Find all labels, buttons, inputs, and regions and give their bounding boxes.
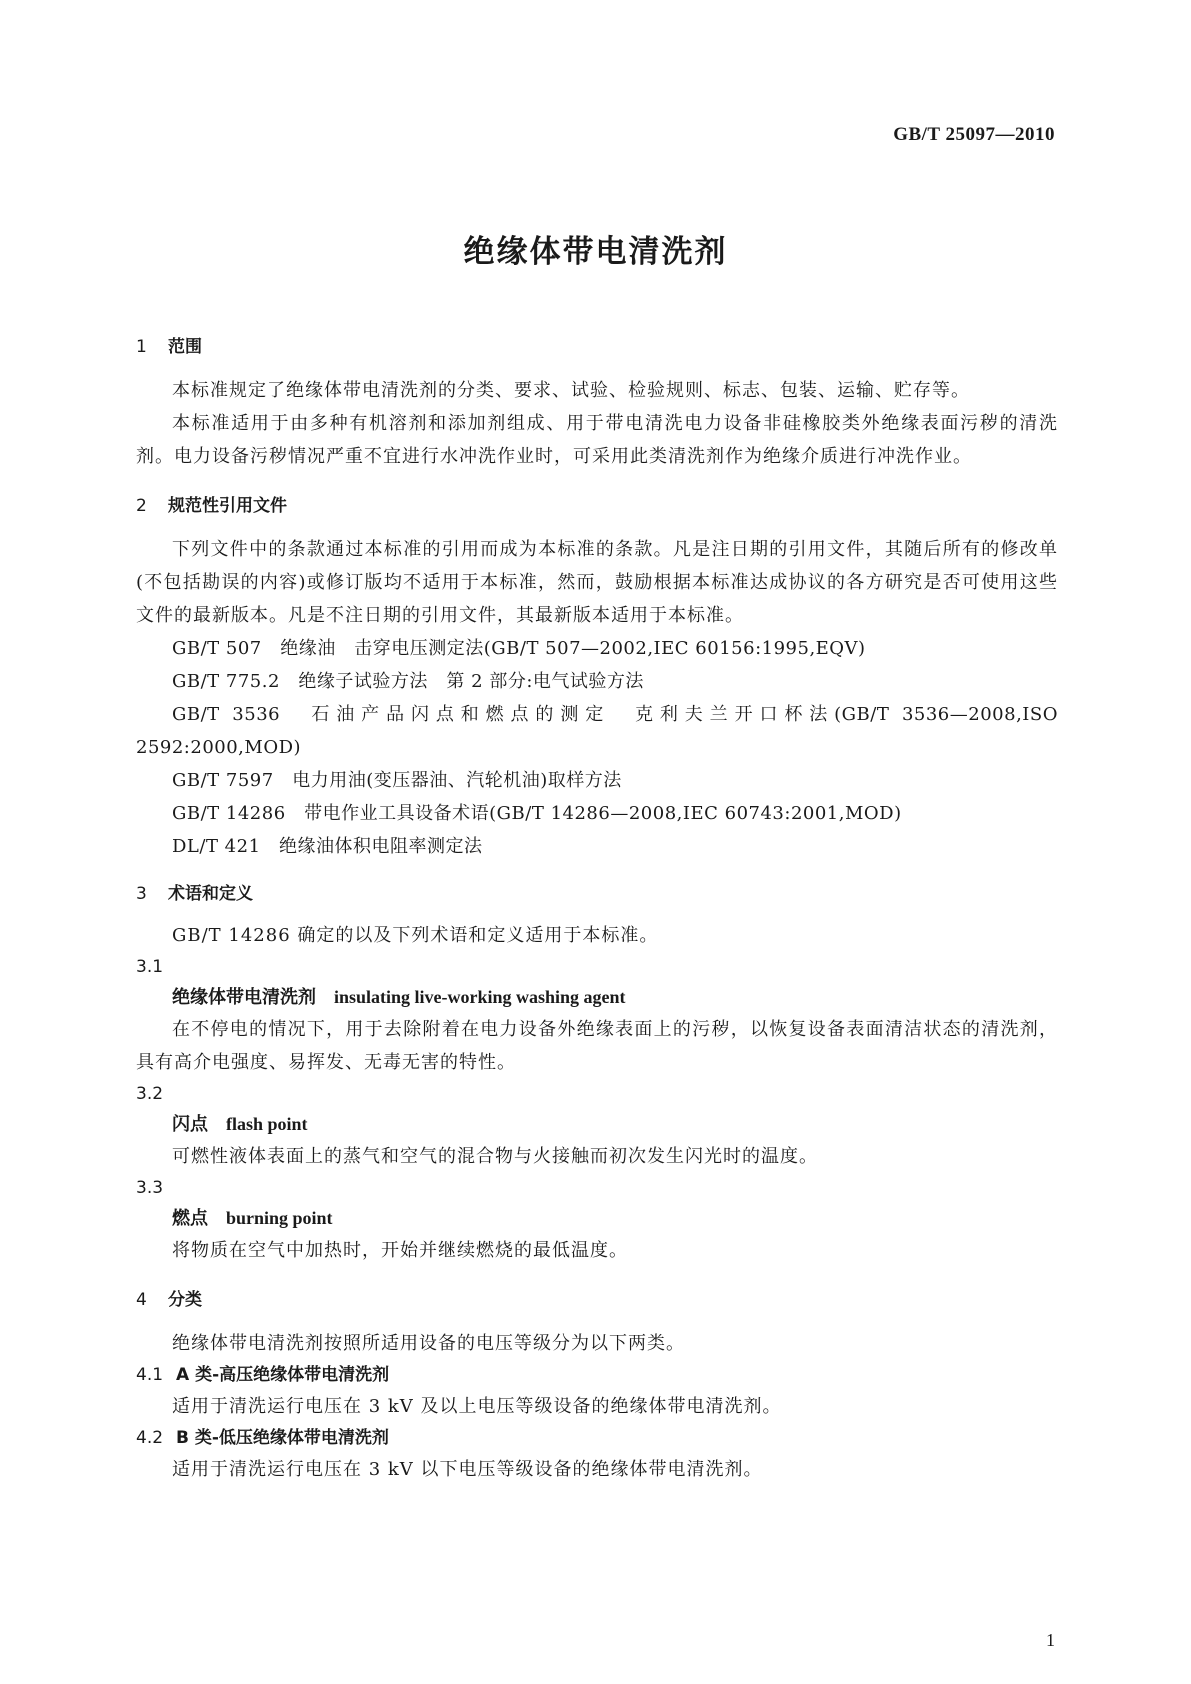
section-title: 范围	[168, 337, 202, 357]
subsection-heading	[136, 1423, 1058, 1453]
subsection-title: A 类-高压绝缘体带电清洗剂	[176, 1365, 390, 1385]
section-title: 分类	[168, 1290, 202, 1310]
term-english: insulating live-working washing agent	[334, 987, 626, 1007]
term-english: burning point	[226, 1208, 333, 1228]
term-english: flash point	[226, 1114, 308, 1134]
term-chinese: 绝缘体带电清洗剂	[172, 987, 316, 1008]
term-definition: 在不停电的情况下，用于去除附着在电力设备外绝缘表面上的污秽，以恢复设备表面清洁状态的清洗剂，具有高介电强度、易挥发、无毒无害的特性。	[136, 1019, 1058, 1073]
term-definition: 可燃性液体表面上的蒸气和空气的混合物与火接触而初次发生闪光时的温度。	[172, 1146, 818, 1167]
references-intro: 下列文件中的条款通过本标准的引用而成为本标准的条款。凡是注日期的引用文件，其随后所有的修改单(不包括勘误的内容)或修订版均不适用于本标准，然而，鼓励根据本标准达成协议的各方研究是否可使用这些文件的最新版本。凡是不注日期的引用文件，其最新版本适用于本标准。	[136, 539, 1058, 626]
section-title: 术语和定义	[168, 884, 253, 904]
term-heading	[136, 1109, 1058, 1140]
term-heading	[136, 982, 1058, 1013]
section-number: 1	[136, 337, 147, 357]
term-number: 3.3	[136, 1178, 164, 1198]
scope-paragraph-2: 本标准适用于由多种有机溶剂和添加剂组成、用于带电清洗电力设备非硅橡胶类外绝缘表面污秽的清洗剂。电力设备污秽情况严重不宜进行水冲洗作业时，可采用此类清洗剂作为绝缘介质进行冲洗作业。	[136, 413, 1058, 467]
terms-intro: GB/T 14286 确定的以及下列术语和定义适用于本标准。	[172, 925, 659, 946]
reference-item: GB/T 775.2 绝缘子试验方法 第 2 部分:电气试验方法	[172, 671, 644, 692]
term-chinese: 燃点	[172, 1208, 208, 1229]
term-number: 3.1	[136, 957, 164, 977]
standard-code: GB/T 25097—2010	[893, 124, 1055, 145]
subsection-text: 适用于清洗运行电压在 3 kV 及以上电压等级设备的绝缘体带电清洗剂。	[172, 1396, 782, 1417]
term-heading	[136, 1203, 1058, 1234]
page-number: 1	[1046, 1630, 1055, 1650]
subsection-number: 4.1	[136, 1365, 164, 1385]
section-1-heading	[136, 334, 1058, 360]
section-number: 3	[136, 884, 147, 904]
reference-item: GB/T 7597 电力用油(变压器油、汽轮机油)取样方法	[172, 770, 622, 791]
subsection-text: 适用于清洗运行电压在 3 kV 以下电压等级设备的绝缘体带电清洗剂。	[172, 1459, 763, 1480]
document-body	[136, 334, 1058, 1486]
section-number: 4	[136, 1290, 147, 1310]
section-3-heading	[136, 881, 1058, 907]
subsection-heading	[136, 1360, 1058, 1390]
section-2-heading	[136, 493, 1058, 519]
document-title: 绝缘体带电清洗剂	[463, 234, 728, 270]
term-number: 3.2	[136, 1084, 164, 1104]
reference-item: GB/T 507 绝缘油 击穿电压测定法(GB/T 507—2002,IEC 60156:1995,EQV)	[172, 638, 866, 659]
reference-item: GB/T 3536 石油产品闪点和燃点的测定 克利夫兰开口杯法(GB/T 3536—2008,ISO 2592:2000,MOD)	[136, 704, 1058, 758]
section-number: 2	[136, 496, 147, 516]
term-chinese: 闪点	[172, 1114, 208, 1135]
subsection-number: 4.2	[136, 1428, 164, 1448]
section-4-heading	[136, 1287, 1058, 1313]
scope-paragraph-1: 本标准规定了绝缘体带电清洗剂的分类、要求、试验、检验规则、标志、包装、运输、贮存等。	[172, 380, 970, 401]
section-title: 规范性引用文件	[168, 496, 287, 516]
term-definition: 将物质在空气中加热时，开始并继续燃烧的最低温度。	[172, 1240, 628, 1261]
reference-item: GB/T 14286 带电作业工具设备术语(GB/T 14286—2008,IEC 60743:2001,MOD)	[172, 803, 902, 824]
subsection-title: B 类-低压绝缘体带电清洗剂	[176, 1428, 389, 1448]
reference-item: DL/T 421 绝缘油体积电阻率测定法	[172, 836, 483, 857]
classification-intro: 绝缘体带电清洗剂按照所适用设备的电压等级分为以下两类。	[172, 1333, 685, 1354]
